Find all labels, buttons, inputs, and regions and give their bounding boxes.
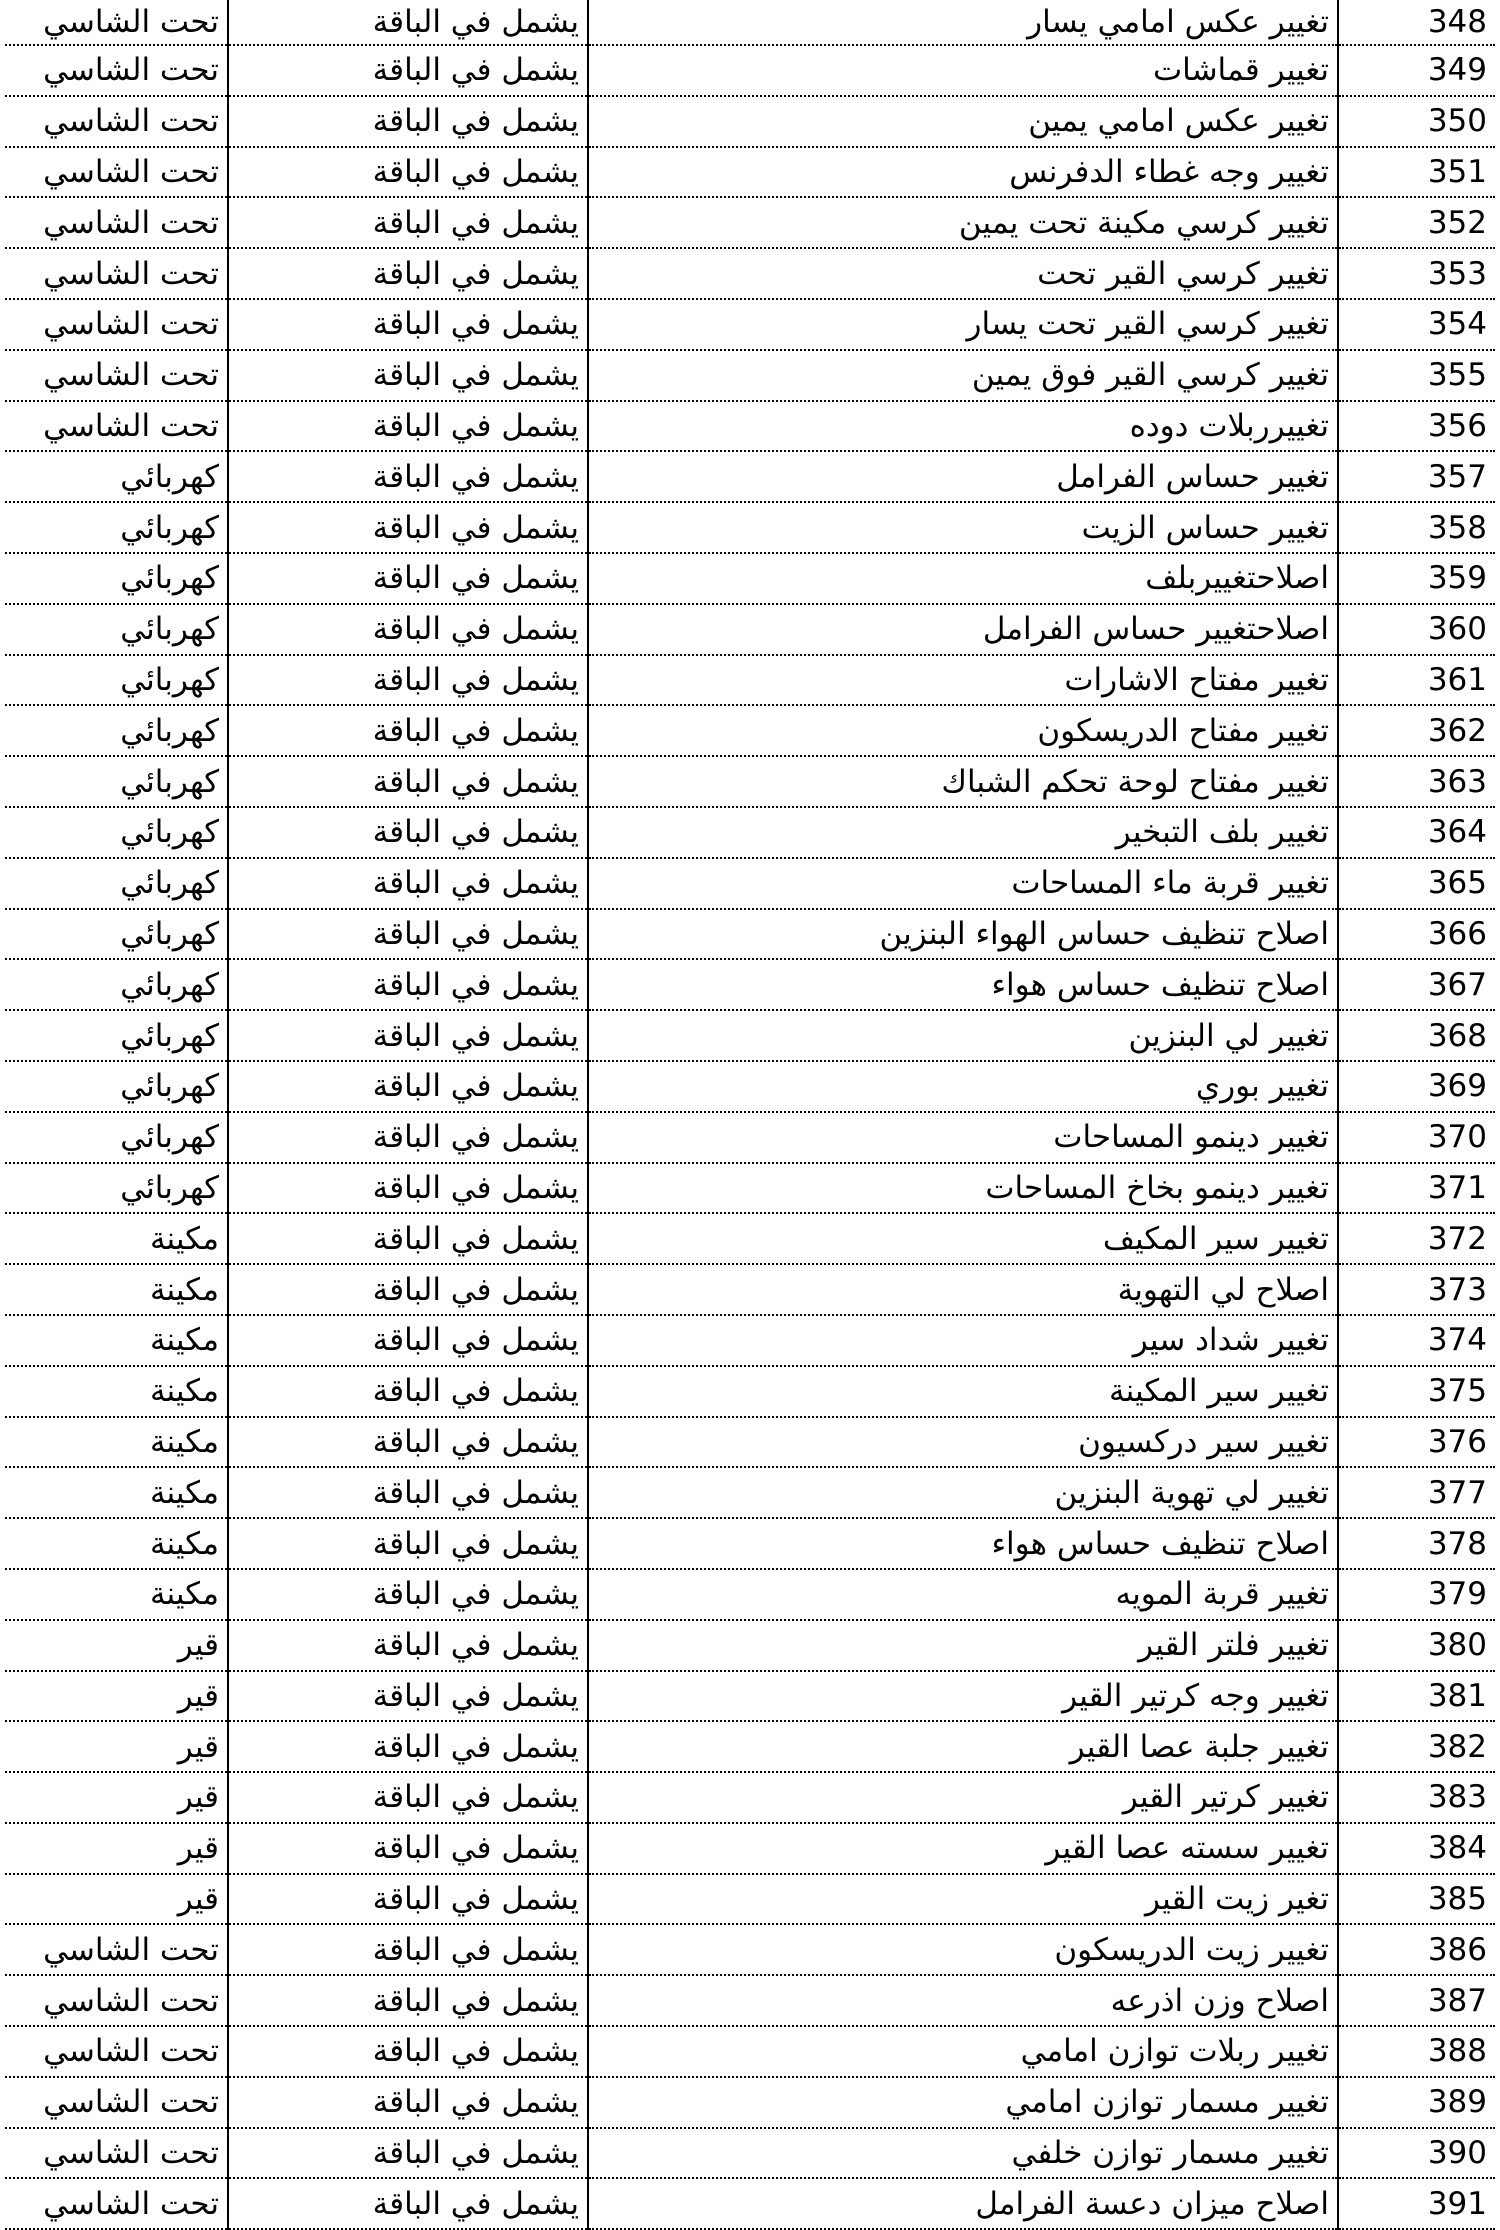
row-number-cell: 373 (1338, 1264, 1495, 1315)
row-number-cell: 349 (1338, 45, 1495, 96)
row-number-cell: 353 (1338, 248, 1495, 299)
row-number-cell: 352 (1338, 197, 1495, 248)
row-number-cell: 370 (1338, 1112, 1495, 1163)
category-cell: تحت الشاسي (5, 2077, 228, 2128)
table-row (5, 756, 1495, 807)
service-name-cell: تغيير عكس امامي يسار (588, 0, 1338, 45)
service-name-cell: تغيير شداد سير (588, 1315, 1338, 1366)
row-number-cell: 388 (1338, 2026, 1495, 2077)
table-row (5, 1366, 1495, 1417)
row-number-cell: 354 (1338, 299, 1495, 350)
table-row (5, 1874, 1495, 1925)
table-row (5, 1010, 1495, 1061)
row-number-cell: 372 (1338, 1213, 1495, 1264)
row-number-cell: 351 (1338, 147, 1495, 198)
service-name-cell: اصلاح ميزان دعسة الفرامل (588, 2178, 1338, 2229)
category-cell: قير (5, 1671, 228, 1722)
category-cell: مكينة (5, 1366, 228, 1417)
service-name-cell: تغيير فلتر القير (588, 1620, 1338, 1671)
table-row (5, 197, 1495, 248)
category-cell: قير (5, 1823, 228, 1874)
row-number-cell: 391 (1338, 2178, 1495, 2229)
included-cell: يشمل في الباقة (228, 604, 588, 655)
category-cell: كهربائي (5, 1010, 228, 1061)
table-row (5, 655, 1495, 706)
service-name-cell: اصلاح تنظيف حساس هواء (588, 959, 1338, 1010)
included-cell: يشمل في الباقة (228, 1975, 588, 2026)
table-row (5, 2077, 1495, 2128)
category-cell: قير (5, 1620, 228, 1671)
table-row (5, 1620, 1495, 1671)
table-row (5, 1264, 1495, 1315)
included-cell: يشمل في الباقة (228, 2026, 588, 2077)
table-row (5, 553, 1495, 604)
table-row (5, 1213, 1495, 1264)
category-cell: كهربائي (5, 959, 228, 1010)
row-number-cell: 382 (1338, 1721, 1495, 1772)
row-number-cell: 366 (1338, 909, 1495, 960)
table-row (5, 502, 1495, 553)
category-cell: تحت الشاسي (5, 299, 228, 350)
included-cell: يشمل في الباقة (228, 1823, 588, 1874)
row-number-cell: 348 (1338, 0, 1495, 45)
category-cell: كهربائي (5, 1112, 228, 1163)
table-row (5, 451, 1495, 502)
service-name-cell: اصلاح تنظيف حساس الهواء البنزين (588, 909, 1338, 960)
category-cell: مكينة (5, 1569, 228, 1620)
category-cell: تحت الشاسي (5, 350, 228, 401)
table-row (5, 1163, 1495, 1214)
service-name-cell: تغيير حساس الفرامل (588, 451, 1338, 502)
category-cell: تحت الشاسي (5, 147, 228, 198)
included-cell: يشمل في الباقة (228, 1163, 588, 1214)
row-number-cell: 375 (1338, 1366, 1495, 1417)
included-cell: يشمل في الباقة (228, 1010, 588, 1061)
included-cell: يشمل في الباقة (228, 756, 588, 807)
row-number-cell: 368 (1338, 1010, 1495, 1061)
table-row (5, 1721, 1495, 1772)
service-name-cell: تغيير لي البنزين (588, 1010, 1338, 1061)
service-name-cell: تغيير كرسي القير تحت يسار (588, 299, 1338, 350)
included-cell: يشمل في الباقة (228, 858, 588, 909)
included-cell: يشمل في الباقة (228, 1671, 588, 1722)
row-number-cell: 364 (1338, 807, 1495, 858)
included-cell: يشمل في الباقة (228, 2178, 588, 2229)
category-cell: قير (5, 1772, 228, 1823)
included-cell: يشمل في الباقة (228, 1620, 588, 1671)
service-name-cell: تغيير مسمار توازن امامي (588, 2077, 1338, 2128)
table-row (5, 248, 1495, 299)
row-number-cell: 357 (1338, 451, 1495, 502)
table-row (5, 1417, 1495, 1468)
row-number-cell: 361 (1338, 655, 1495, 706)
included-cell: يشمل في الباقة (228, 2128, 588, 2179)
category-cell: كهربائي (5, 858, 228, 909)
service-name-cell: تغيير جلبة عصا القير (588, 1721, 1338, 1772)
category-cell: تحت الشاسي (5, 197, 228, 248)
category-cell: تحت الشاسي (5, 1924, 228, 1975)
service-name-cell: تغيير دينمو المساحات (588, 1112, 1338, 1163)
category-cell: مكينة (5, 1213, 228, 1264)
row-number-cell: 360 (1338, 604, 1495, 655)
row-number-cell: 355 (1338, 350, 1495, 401)
category-cell: كهربائي (5, 909, 228, 960)
included-cell: يشمل في الباقة (228, 197, 588, 248)
row-number-cell: 387 (1338, 1975, 1495, 2026)
category-cell: كهربائي (5, 1061, 228, 1112)
included-cell: يشمل في الباقة (228, 1924, 588, 1975)
category-cell: كهربائي (5, 756, 228, 807)
category-cell: كهربائي (5, 705, 228, 756)
row-number-cell: 362 (1338, 705, 1495, 756)
service-name-cell: تغيير وجه غطاء الدفرنس (588, 147, 1338, 198)
service-name-cell: تغيير كرتير القير (588, 1772, 1338, 1823)
service-name-cell: تغيير مسمار توازن خلفي (588, 2128, 1338, 2179)
row-number-cell: 374 (1338, 1315, 1495, 1366)
service-name-cell: تغيير سير المكينة (588, 1366, 1338, 1417)
row-number-cell: 381 (1338, 1671, 1495, 1722)
included-cell: يشمل في الباقة (228, 2077, 588, 2128)
service-name-cell: تغيير وجه كرتير القير (588, 1671, 1338, 1722)
table-row (5, 147, 1495, 198)
row-number-cell: 371 (1338, 1163, 1495, 1214)
spreadsheet-page (5, 0, 1495, 2230)
category-cell: قير (5, 1721, 228, 1772)
included-cell: يشمل في الباقة (228, 299, 588, 350)
table-row (5, 705, 1495, 756)
table-row (5, 1975, 1495, 2026)
row-number-cell: 376 (1338, 1417, 1495, 1468)
service-name-cell: تغيير سسته عصا القير (588, 1823, 1338, 1874)
included-cell: يشمل في الباقة (228, 0, 588, 45)
category-cell: قير (5, 1874, 228, 1925)
category-cell: تحت الشاسي (5, 1975, 228, 2026)
category-cell: تحت الشاسي (5, 248, 228, 299)
table-row (5, 1518, 1495, 1569)
category-cell: تحت الشاسي (5, 45, 228, 96)
table-row (5, 96, 1495, 147)
service-name-cell: تغيير ربلات توازن امامي (588, 2026, 1338, 2077)
row-number-cell: 389 (1338, 2077, 1495, 2128)
row-number-cell: 377 (1338, 1467, 1495, 1518)
row-number-cell: 383 (1338, 1772, 1495, 1823)
included-cell: يشمل في الباقة (228, 959, 588, 1010)
service-name-cell: تغيير قماشات (588, 45, 1338, 96)
included-cell: يشمل في الباقة (228, 350, 588, 401)
included-cell: يشمل في الباقة (228, 502, 588, 553)
included-cell: يشمل في الباقة (228, 655, 588, 706)
included-cell: يشمل في الباقة (228, 1467, 588, 1518)
row-number-cell: 390 (1338, 2128, 1495, 2179)
service-name-cell: تغيير سير المكيف (588, 1213, 1338, 1264)
included-cell: يشمل في الباقة (228, 1061, 588, 1112)
row-number-cell: 378 (1338, 1518, 1495, 1569)
table-row (5, 2178, 1495, 2229)
service-name-cell: تغيير سير دركسيون (588, 1417, 1338, 1468)
service-name-cell: تغيير مفتاح الدريسكون (588, 705, 1338, 756)
row-number-cell: 350 (1338, 96, 1495, 147)
included-cell: يشمل في الباقة (228, 1315, 588, 1366)
table-row (5, 1467, 1495, 1518)
table-row (5, 959, 1495, 1010)
table-row (5, 1772, 1495, 1823)
service-name-cell: تغيير بوري (588, 1061, 1338, 1112)
included-cell: يشمل في الباقة (228, 1518, 588, 1569)
row-number-cell: 369 (1338, 1061, 1495, 1112)
category-cell: مكينة (5, 1315, 228, 1366)
service-name-cell: تغيير حساس الزيت (588, 502, 1338, 553)
service-name-cell: تغير زيت القير (588, 1874, 1338, 1925)
table-row (5, 1823, 1495, 1874)
category-cell: كهربائي (5, 451, 228, 502)
included-cell: يشمل في الباقة (228, 909, 588, 960)
service-name-cell: اصلاحتغييربلف (588, 553, 1338, 604)
category-cell: كهربائي (5, 655, 228, 706)
service-name-cell: تغيير كرسي القير تحت (588, 248, 1338, 299)
included-cell: يشمل في الباقة (228, 96, 588, 147)
included-cell: يشمل في الباقة (228, 248, 588, 299)
table-row (5, 299, 1495, 350)
service-name-cell: تغيير دينمو بخاخ المساحات (588, 1163, 1338, 1214)
category-cell: كهربائي (5, 502, 228, 553)
service-name-cell: تغيير كرسي القير فوق يمين (588, 350, 1338, 401)
included-cell: يشمل في الباقة (228, 45, 588, 96)
table-row (5, 1315, 1495, 1366)
row-number-cell: 359 (1338, 553, 1495, 604)
table-row (5, 909, 1495, 960)
service-name-cell: اصلاح تنظيف حساس هواء (588, 1518, 1338, 1569)
category-cell: تحت الشاسي (5, 2026, 228, 2077)
table-row (5, 2026, 1495, 2077)
row-number-cell: 365 (1338, 858, 1495, 909)
included-cell: يشمل في الباقة (228, 1417, 588, 1468)
category-cell: تحت الشاسي (5, 2178, 228, 2229)
service-name-cell: تغيير لي تهوية البنزين (588, 1467, 1338, 1518)
included-cell: يشمل في الباقة (228, 147, 588, 198)
included-cell: يشمل في الباقة (228, 553, 588, 604)
included-cell: يشمل في الباقة (228, 1721, 588, 1772)
included-cell: يشمل في الباقة (228, 451, 588, 502)
included-cell: يشمل في الباقة (228, 807, 588, 858)
table-row (5, 401, 1495, 452)
category-cell: كهربائي (5, 553, 228, 604)
service-name-cell: اصلاحتغيير حساس الفرامل (588, 604, 1338, 655)
row-number-cell: 380 (1338, 1620, 1495, 1671)
table-row (5, 858, 1495, 909)
service-name-cell: اصلاح لي التهوية (588, 1264, 1338, 1315)
row-number-cell: 384 (1338, 1823, 1495, 1874)
category-cell: كهربائي (5, 604, 228, 655)
included-cell: يشمل في الباقة (228, 1874, 588, 1925)
service-name-cell: تغيير بلف التبخير (588, 807, 1338, 858)
table-row (5, 350, 1495, 401)
row-number-cell: 367 (1338, 959, 1495, 1010)
service-name-cell: تغيير مفتاح لوحة تحكم الشباك (588, 756, 1338, 807)
row-number-cell: 356 (1338, 401, 1495, 452)
category-cell: تحت الشاسي (5, 401, 228, 452)
included-cell: يشمل في الباقة (228, 1772, 588, 1823)
row-number-cell: 379 (1338, 1569, 1495, 1620)
category-cell: مكينة (5, 1518, 228, 1569)
service-name-cell: تغيير كرسي مكينة تحت يمين (588, 197, 1338, 248)
category-cell: تحت الشاسي (5, 96, 228, 147)
table-row (5, 1671, 1495, 1722)
service-name-cell: اصلاح وزن اذرعه (588, 1975, 1338, 2026)
table-row (5, 2128, 1495, 2179)
table-row (5, 1569, 1495, 1620)
category-cell: تحت الشاسي (5, 0, 228, 45)
table-row (5, 45, 1495, 96)
row-number-cell: 358 (1338, 502, 1495, 553)
service-name-cell: تغيير مفتاح الاشارات (588, 655, 1338, 706)
included-cell: يشمل في الباقة (228, 1264, 588, 1315)
row-number-cell: 386 (1338, 1924, 1495, 1975)
service-name-cell: تغييرربلات دوده (588, 401, 1338, 452)
table-row (5, 1061, 1495, 1112)
services-table (5, 0, 1495, 2230)
table-row (5, 807, 1495, 858)
table-row (5, 0, 1495, 45)
table-row (5, 1112, 1495, 1163)
table-row (5, 604, 1495, 655)
table-row (5, 1924, 1495, 1975)
service-name-cell: تغيير زيت الدريسكون (588, 1924, 1338, 1975)
included-cell: يشمل في الباقة (228, 1213, 588, 1264)
service-name-cell: تغيير قربة ماء المساحات (588, 858, 1338, 909)
row-number-cell: 385 (1338, 1874, 1495, 1925)
category-cell: مكينة (5, 1467, 228, 1518)
included-cell: يشمل في الباقة (228, 401, 588, 452)
category-cell: مكينة (5, 1417, 228, 1468)
category-cell: كهربائي (5, 1163, 228, 1214)
category-cell: تحت الشاسي (5, 2128, 228, 2179)
category-cell: كهربائي (5, 807, 228, 858)
included-cell: يشمل في الباقة (228, 1112, 588, 1163)
included-cell: يشمل في الباقة (228, 1569, 588, 1620)
service-name-cell: تغيير عكس امامي يمين (588, 96, 1338, 147)
services-table-body (5, 0, 1495, 2229)
service-name-cell: تغيير قربة المويه (588, 1569, 1338, 1620)
row-number-cell: 363 (1338, 756, 1495, 807)
included-cell: يشمل في الباقة (228, 705, 588, 756)
included-cell: يشمل في الباقة (228, 1366, 588, 1417)
category-cell: مكينة (5, 1264, 228, 1315)
